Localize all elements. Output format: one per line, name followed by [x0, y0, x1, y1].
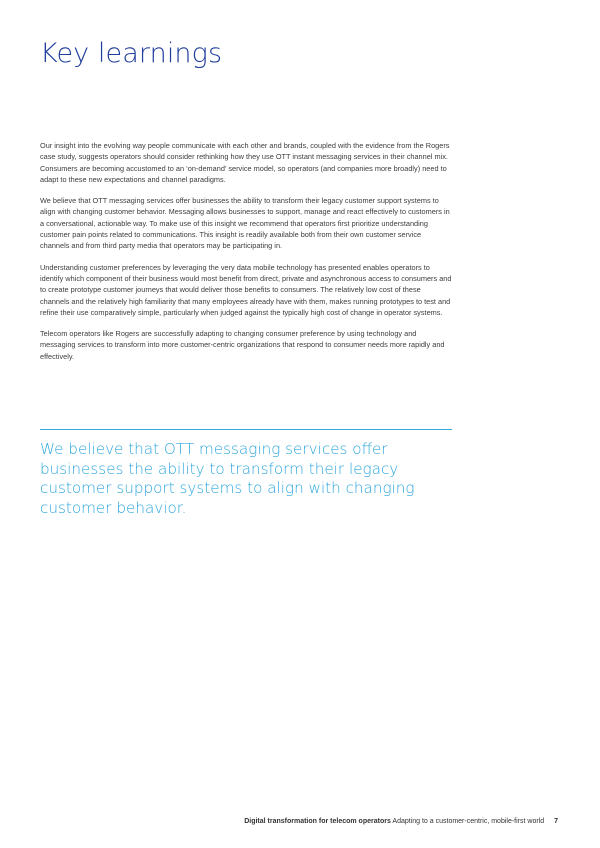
paragraph-2: We believe that OTT messaging services offer businesses the ability to transform their legacy customer support systems to align with changing customer behavior. Messaging allows businesses to support, manage and react effectively to customers in a conversational, actionable way. To make use of this insight we recommend that operators first prioritize understanding customer pain points related to communications. This insight is readily available both from their own customer service channels and from third party media that operators may be participating in.: [40, 196, 450, 251]
paragraph-4: Telecom operators like Rogers are successfully adapting to changing consumer preference by using technology and messaging services to transform into more customer-centric organizations that respond to consumer needs more rapidly and effectively.: [40, 329, 445, 361]
footer-subtitle: Adapting to a customer-centric, mobile-first world: [392, 818, 545, 825]
footer: [244, 818, 558, 825]
paragraph-1: Our insight into the evolving way people communicate with each other and brands, coupled with the evidence from the Rogers case study, suggests operators should consider rethinking how they use OTT instant messaging services in their channel mix. Consumers are becoming accustomed to an ‘on-demand’ service model, so operators (and companies more broadly) need to adapt to these new expectations and channel paradigms.: [40, 141, 450, 184]
page-title: Key learnings: [40, 38, 223, 69]
body-text: [40, 140, 452, 372]
footer-report-title: Digital transformation for telecom operators: [244, 818, 391, 825]
paragraph-3: Understanding customer preferences by leveraging the very data mobile technology has presented enables operators to identify which component of their business would most benefit from direct, private and asynchronous access to consumers and to create prototype customer journeys that would deliver those benefits to consumers. The relatively low cost of these channels and the relatively high familiarity that many employees already have with them, makes running prototypes to test and refine their use comparatively simple, particularly when judged against the typically high cost of change in operator systems.: [40, 262, 452, 317]
pull-quote: We believe that OTT messaging services offer businesses the ability to transform their legacy customer support systems to align with changing customer behavior.: [40, 440, 415, 517]
page-number: 7: [554, 818, 558, 825]
pull-quote-divider: [40, 429, 452, 430]
